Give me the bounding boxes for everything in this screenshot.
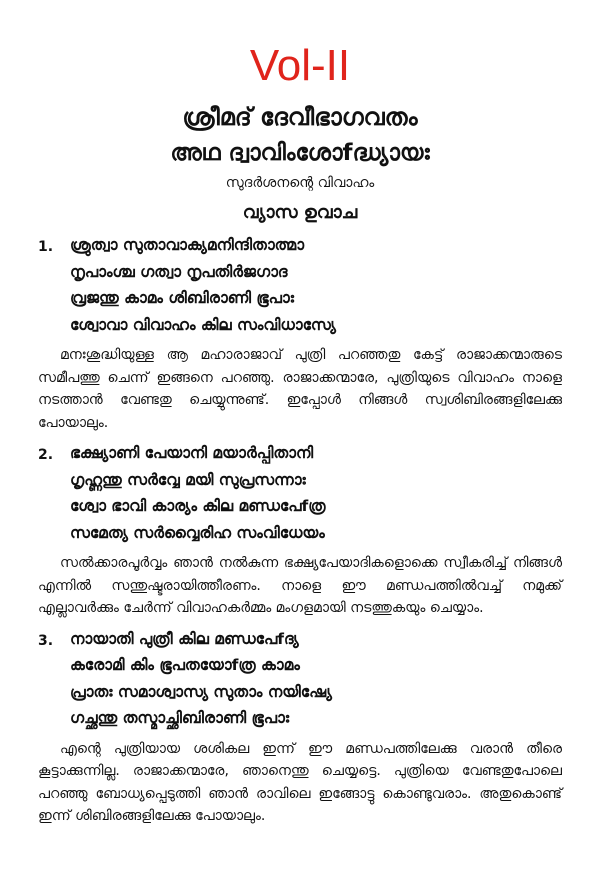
volume-label: Vol-II xyxy=(249,41,351,90)
translation-paragraph-3: എന്റെ പുത്രിയായ ശശികല ഇന്ന് ഈ മണ്ഡപത്തിലേക്കു വരാൻ തീരെ കൂട്ടാക്കുന്നില്ല. രാജാക്കന്മാരേ, ഞാനെന്തു ചെയ്യട്ടെ. പുത്രിയെ വേണ്ടതുപോലെ പറഞ്ഞു ബോധ്യപ്പെടുത്തി ഞാൻ രാവിലെ ഇങ്ങോട്ടു കൊണ്ടുവരാം. അതുകൊണ്ട് ഇന്ന് ശിബിരങ്ങളിലേക്കു പോയാലും. xyxy=(38,740,562,824)
verse-line: നായാതി പുത്രീ കില മണ്ഡപേfദ്യ xyxy=(70,629,299,648)
verse-block-1 xyxy=(38,232,562,338)
verse-line: ഭക്ഷ്യാണി പേയാനി മയാർപ്പിതാനി xyxy=(70,444,314,462)
verse-line: ഗൃഹ്ണന്തു സർവ്വേ മയി സുപ്രസന്നാഃ xyxy=(70,470,306,489)
verse-line: പ്രാതഃ സമാശ്വാസ്യ സുതാം നയിഷ്യേ xyxy=(70,682,332,701)
verse-line: ഗച്ഛന്തു തസ്മാച്ഛിബിരാണി ഭൂപാഃ xyxy=(70,709,290,727)
verse-line: കരോമി കിം ഭൂപതയോfത്ര കാമം xyxy=(70,656,300,674)
translation-paragraph-1: മനഃശുദ്ധിയുള്ള ആ മഹാരാജാവ് പുത്രി പറഞ്ഞതു കേട്ട് രാജാക്കന്മാരുടെ സമീപത്തു ചെന്ന് ഇങ്ങനെ പറഞ്ഞു. രാജാക്കന്മാരേ, പുത്രിയുടെ വിവാഹം നാളെ നടത്താൻ വേണ്ടതു ചെയ്യുന്നുണ്ട്. ഇപ്പോൾ നിങ്ങൾ സ്വശിബിരങ്ങളിലേക്കു പോയാലും. xyxy=(38,347,562,431)
verse-line: ശ്രുത്വാ സുതാവാക്യമനിന്ദിതാത്മാ xyxy=(70,236,305,254)
verse-line: വ്രജന്തു കാമം ശിബിരാണി ഭൂപാഃ xyxy=(70,289,294,307)
verse-block-2 xyxy=(38,440,562,546)
verse-number: 2. xyxy=(38,447,54,463)
verse-number: 1. xyxy=(38,239,54,255)
translation-paragraph-2: സൽക്കാരപൂർവ്വം ഞാൻ നൽകുന്ന ഭക്ഷ്യപേയാദികളൊക്കെ സ്വീകരിച്ച് നിങ്ങൾ എന്നിൽ സന്തുഷ്ടരായിത്തീരണം. നാളെ ഈ മണ്ഡപത്തിൽവച്ച് നമുക്ക് എല്ലാവർക്കും ചേർന്ന് വിവാഹകർമ്മം മംഗളമായി നടത്തുകയും ചെയ്യാം. xyxy=(38,555,562,616)
verse-line: ശ്വോവാ വിവാഹം കില സംവിധാസ്യേ xyxy=(70,315,336,334)
verse-line: ശ്വോ ഭാവി കാര്യം കില മണ്ഡപേfത്ര xyxy=(70,497,326,515)
verse-line: നൃപാംശ്ച ഗത്വാ നൃപതിർജഗാദ xyxy=(70,262,288,281)
chapter-title: അഥ ദ്വാവിംശോfദ്ധ്യായഃ xyxy=(170,140,430,166)
verse-number: 3. xyxy=(38,632,54,649)
speaker-heading: വ്യാസ ഉവാച xyxy=(242,202,358,223)
verse-block-3 xyxy=(38,626,562,732)
verse-line: സമേത്യ സർവ്വൈരിഹ സംവിധേയം xyxy=(70,523,325,542)
book-title: ശ്രീമദ് ദേവീഭാഗവതം xyxy=(182,103,418,131)
chapter-subtitle: സുദർശനന്റെ വിവാഹം xyxy=(225,175,375,191)
